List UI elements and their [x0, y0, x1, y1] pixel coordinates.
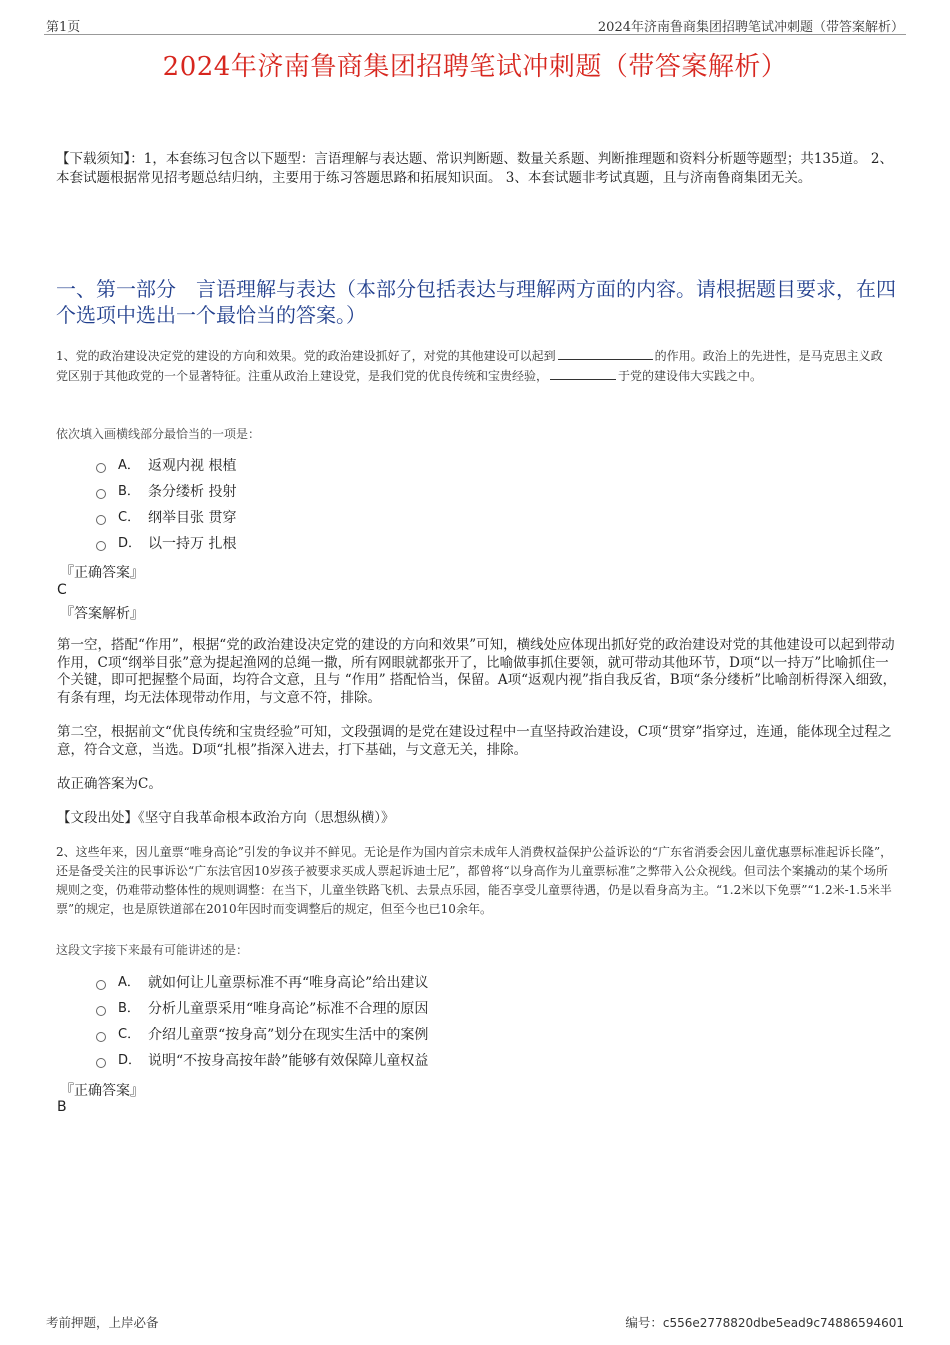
- option-d[interactable]: D． 以一持万 扎根: [96, 531, 236, 557]
- footer-serial: 编号：c556e2778820dbe5ead9c74886594601: [625, 1315, 904, 1330]
- header-doc-title: 2024年济南鲁商集团招聘笔试冲刺题（带答案解析）: [597, 20, 904, 35]
- option-c[interactable]: C． 介绍儿童票“按身高”划分在现实生活中的案例: [96, 1022, 428, 1048]
- page-number: 第1页: [46, 20, 81, 35]
- option-a[interactable]: A． 就如何让儿童票标准不再“唯身高论”给出建议: [96, 970, 428, 996]
- page-header: [44, 14, 906, 35]
- option-b[interactable]: B． 条分缕析 投射: [96, 479, 236, 505]
- radio-button[interactable]: [96, 515, 106, 525]
- answer-label: 『正确答案』: [60, 565, 144, 581]
- answer-value: C: [57, 582, 67, 598]
- question-2-prompt: 这段文字接下来最有可能讲述的是：: [56, 943, 249, 957]
- radio-button[interactable]: [96, 1006, 106, 1016]
- footer-slogan: 考前押题，上岸必备: [46, 1315, 159, 1330]
- blank-1: [558, 346, 653, 360]
- analysis-paragraph: 第二空，根据前文“优良传统和宝贵经验”可知，文段强调的是党在建设过程中一直坚持政治建设，C项“贯穿”指穿过，连通，能体现全过程之意，符合文意，当选。D项“扎根”指深入进去，打下基础，与文意无关，排除。: [57, 724, 892, 758]
- analysis-paragraph: 第一空，搭配“作用”，根据“党的政治建设决定党的建设的方向和效果”可知，横线处应体现出抓好党的政治建设对党的其他建设可以起到带动作用，C项“纲举目张”意为提起渔网的总绳一撒，所有网眼就都张开了，比喻做事抓住要领，就可带动其他环节，D项“以一持万”比喻抓住一个关键，即可把握整个局面，均符合文意，且与 “作用” 搭配恰当，保留。A项“返观内视”指自我反省，B项“条分缕析”比喻剖析得深入细致，有条有理，均无法体现带动作用，与文意不符，排除。: [57, 637, 897, 706]
- question-2-text: 2、这些年来，因儿童票“唯身高论”引发的争议并不鲜见。无论是作为国内首宗未成年人消费权益保护公益诉讼的“广东省消委会因儿童优惠票标准起诉长隆”，还是备受关注的民事诉讼“广东法官因10岁孩子被要求买成人票起诉迪士尼”，都曾将“以身高作为儿童票标准”之弊带入公众视线。但司法个案撬动的某个场所规则之变，仍难带动整体性的规则调整：在当下，儿童坐铁路飞机、去景点乐园，能否享受儿童票待遇，仍是以看身高为主。“1.2米以下免票”“1.2米-1.5米半票”的规定，也是原铁道部在2010年因时而变调整后的规定，但至今也已10余年。: [56, 845, 893, 916]
- analysis-label: 『答案解析』: [60, 606, 144, 622]
- page-title: 2024年济南鲁商集团招聘笔试冲刺题（带答案解析）: [162, 52, 788, 82]
- question-1-prompt: 依次填入画横线部分最恰当的一项是：: [56, 427, 261, 441]
- option-b[interactable]: B． 分析儿童票采用“唯身高论”标准不合理的原因: [96, 996, 428, 1022]
- option-d[interactable]: D． 说明“不按身高按年龄”能够有效保障儿童权益: [96, 1048, 428, 1074]
- radio-button[interactable]: [96, 463, 106, 473]
- section-heading: 一、第一部分 言语理解与表达（本部分包括表达与理解两方面的内容。请根据题目要求，在四个选项中选出一个最恰当的答案。）: [56, 277, 896, 327]
- radio-button[interactable]: [96, 1058, 106, 1068]
- question-1-text: 1、党的政治建设决定党的建设的方向和效果。党的政治建设抓好了，对党的其他建设可以起到 的作用。政治上的先进性，是马克思主义政党区别于其他政党的一个显著特征。注重从政治上建设党，是我们党的优良传统和宝贵经验， 于党的建设伟大实践之中。: [56, 346, 894, 386]
- option-c[interactable]: C． 纲举目张 贯穿: [96, 505, 236, 531]
- download-notice: 【下载须知】：1，本套练习包含以下题型：言语理解与表达题、常识判断题、数量关系题、判断推理题和资料分析题等题型；共135道。 2、本套试题根据常见招考题总结归纳，主要用于练习答题思路和拓展知识面。 3、本套试题非考试真题，且与济南鲁商集团无关。: [56, 151, 893, 186]
- radio-button[interactable]: [96, 980, 106, 990]
- question-1-options: [96, 453, 236, 557]
- radio-button[interactable]: [96, 489, 106, 499]
- radio-button[interactable]: [96, 1032, 106, 1042]
- radio-button[interactable]: [96, 541, 106, 551]
- passage-source: 【文段出处】《坚守自我革命根本政治方向（思想纵横）》: [57, 810, 395, 826]
- blank-2: [550, 366, 616, 380]
- answer-value: B: [57, 1099, 67, 1115]
- option-a[interactable]: A． 返观内视 根植: [96, 453, 236, 479]
- question-2-options: [96, 970, 428, 1074]
- answer-label: 『正确答案』: [60, 1083, 144, 1099]
- analysis-conclusion: 故正确答案为C。: [57, 776, 162, 792]
